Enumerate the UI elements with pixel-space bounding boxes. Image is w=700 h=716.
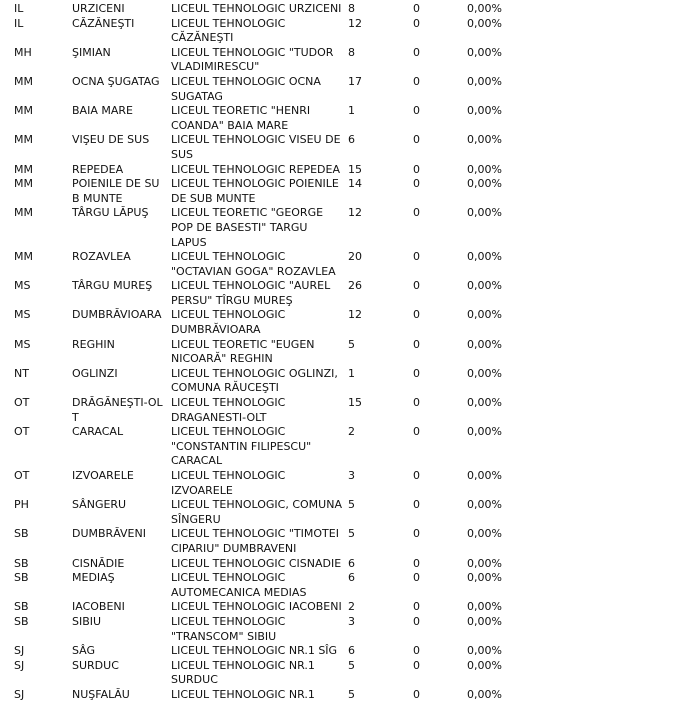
table-row — [0, 17, 700, 46]
town-cell: CARACAL — [72, 425, 124, 439]
percent-cell: 0,00% — [467, 469, 502, 482]
count-cell: 3 — [348, 614, 355, 628]
percent-cell: 0,00% — [467, 74, 502, 88]
town-cell: REPEDEA — [72, 162, 124, 176]
zero-cell: 0 — [413, 527, 420, 541]
zero-cell: 0 — [413, 250, 420, 264]
percent-cell: 0,00% — [467, 498, 502, 512]
school-cell: LICEUL TEHNOLOGIC, COMUNA SÎNGERU — [171, 498, 342, 526]
table-row — [0, 615, 700, 644]
school-cell: LICEUL TEHNOLOGIC DUMBRĂVIOARA — [171, 308, 286, 337]
town-cell: IACOBENI — [72, 600, 125, 614]
school-cell: LICEUL TEHNOLOGIC "CONSTANTIN FILIPESCU" CARACAL — [171, 425, 312, 468]
town-cell: IZVOARELE — [72, 469, 134, 482]
count-cell: 1 — [348, 366, 355, 380]
count-cell: 15 — [348, 162, 362, 176]
count-cell: 5 — [348, 527, 355, 541]
county-cell: SJ — [14, 687, 25, 701]
zero-cell: 0 — [413, 206, 420, 220]
percent-cell: 0,00% — [467, 425, 502, 439]
town-cell: URZICENI — [72, 2, 125, 15]
table-row — [0, 600, 700, 615]
count-cell: 20 — [348, 250, 362, 264]
school-cell: LICEUL TEHNOLOGIC POIENILE DE SUB MUNTE — [171, 177, 339, 205]
school-cell: LICEUL TEHNOLOGIC VISEU DE SUS — [171, 133, 341, 161]
town-cell: MEDIAŞ — [72, 571, 115, 585]
percent-cell: 0,00% — [467, 16, 502, 30]
county-cell: SB — [14, 556, 29, 570]
school-cell: LICEUL TEHNOLOGIC IACOBENI — [171, 600, 342, 614]
town-cell: OGLINZI — [72, 366, 118, 380]
count-cell: 8 — [348, 45, 355, 59]
school-cell: LICEUL TEORETIC "GEORGE POP DE BASESTI" TARGU LAPUS — [171, 206, 324, 249]
table-row — [0, 250, 700, 279]
town-cell: ŞIMIAN — [72, 45, 111, 59]
count-cell: 2 — [348, 425, 355, 439]
town-cell: CISNĂDIE — [72, 556, 125, 570]
town-cell: VIŞEU DE SUS — [72, 133, 150, 147]
county-cell: MM — [14, 206, 33, 220]
percent-cell: 0,00% — [467, 337, 502, 351]
town-cell: SIBIU — [72, 614, 102, 628]
zero-cell: 0 — [413, 104, 420, 118]
table-row — [0, 133, 700, 162]
zero-cell: 0 — [413, 658, 420, 672]
percent-cell: 0,00% — [467, 396, 502, 410]
town-cell: TÂRGU MUREŞ — [72, 279, 153, 293]
zero-cell: 0 — [413, 600, 420, 614]
table-row — [0, 177, 700, 206]
town-cell: TÂRGU LĂPUŞ — [72, 206, 149, 220]
county-cell: IL — [14, 2, 24, 15]
school-cell: LICEUL TEHNOLOGIC NR.1 — [171, 687, 315, 701]
school-cell: LICEUL TEHNOLOGIC "AUREL PERSU" TÎRGU MUREŞ — [171, 279, 331, 307]
town-cell: SURDUC — [72, 658, 119, 672]
school-cell: LICEUL TEHNOLOGIC AUTOMECANICA MEDIAS — [171, 571, 307, 599]
zero-cell: 0 — [413, 177, 420, 191]
table-row — [0, 659, 700, 688]
percent-cell: 0,00% — [467, 308, 502, 322]
count-cell: 14 — [348, 177, 362, 191]
count-cell: 5 — [348, 498, 355, 512]
school-cell: LICEUL TEHNOLOGIC IZVOARELE — [171, 469, 286, 497]
zero-cell: 0 — [413, 162, 420, 176]
county-cell: PH — [14, 498, 29, 512]
count-cell: 2 — [348, 600, 355, 614]
school-cell: LICEUL TEHNOLOGIC "TRANSCOM" SIBIU — [171, 614, 286, 643]
count-cell: 17 — [348, 74, 362, 88]
count-cell: 5 — [348, 658, 355, 672]
county-cell: MM — [14, 74, 33, 88]
school-cell: LICEUL TEHNOLOGIC NR.1 SÎG — [171, 644, 338, 658]
county-cell: SB — [14, 600, 29, 614]
town-cell: DUMBRĂVENI — [72, 527, 146, 541]
zero-cell: 0 — [413, 571, 420, 585]
zero-cell: 0 — [413, 308, 420, 322]
zero-cell: 0 — [413, 687, 420, 701]
zero-cell: 0 — [413, 425, 420, 439]
table-row — [0, 498, 700, 527]
school-cell: LICEUL TEHNOLOGIC URZICENI — [171, 2, 342, 15]
zero-cell: 0 — [413, 16, 420, 30]
count-cell: 3 — [348, 469, 355, 482]
zero-cell: 0 — [413, 644, 420, 658]
school-cell: LICEUL TEHNOLOGIC CISNADIE — [171, 556, 342, 570]
town-cell: SÂNGERU — [72, 498, 127, 512]
percent-cell: 0,00% — [467, 614, 502, 628]
percent-cell: 0,00% — [467, 556, 502, 570]
percent-cell: 0,00% — [467, 600, 502, 614]
percent-cell: 0,00% — [467, 104, 502, 118]
zero-cell: 0 — [413, 133, 420, 147]
zero-cell: 0 — [413, 45, 420, 59]
school-cell: LICEUL TEHNOLOGIC NR.1 SURDUC — [171, 658, 315, 687]
table-row — [0, 279, 700, 308]
count-cell: 12 — [348, 206, 362, 220]
percent-cell: 0,00% — [467, 644, 502, 658]
county-cell: MM — [14, 104, 33, 118]
school-cell: LICEUL TEORETIC "HENRI COANDA" BAIA MARE — [171, 104, 311, 132]
table-row — [0, 338, 700, 367]
county-cell: OT — [14, 469, 30, 482]
zero-cell: 0 — [413, 337, 420, 351]
county-cell: MS — [14, 308, 31, 322]
table-row — [0, 469, 700, 498]
zero-cell: 0 — [413, 556, 420, 570]
percent-cell: 0,00% — [467, 571, 502, 585]
count-cell: 1 — [348, 104, 355, 118]
school-cell: LICEUL TEHNOLOGIC "TUDOR VLADIMIRESCU" — [171, 45, 334, 74]
town-cell: SÂG — [72, 644, 96, 658]
table-row — [0, 75, 700, 104]
county-cell: MS — [14, 337, 31, 351]
count-cell: 6 — [348, 644, 355, 658]
county-cell: SB — [14, 571, 29, 585]
count-cell: 15 — [348, 396, 362, 410]
town-cell: POIENILE DE SUB MUNTE — [72, 177, 160, 205]
table-row — [0, 644, 700, 659]
percent-cell: 0,00% — [467, 687, 502, 701]
table-row — [0, 557, 700, 572]
count-cell: 6 — [348, 133, 355, 147]
count-cell: 6 — [348, 571, 355, 585]
county-cell: SB — [14, 527, 29, 541]
data-table — [0, 2, 700, 703]
percent-cell: 0,00% — [467, 133, 502, 147]
percent-cell: 0,00% — [467, 162, 502, 176]
table-row — [0, 104, 700, 133]
town-cell: OCNA ŞUGATAG — [72, 74, 160, 88]
percent-cell: 0,00% — [467, 2, 502, 15]
table-row — [0, 367, 700, 396]
county-cell: OT — [14, 425, 30, 439]
table-row — [0, 308, 700, 337]
school-cell: LICEUL TEHNOLOGIC CĂZĂNEŞTI — [171, 16, 286, 45]
table-row — [0, 163, 700, 178]
zero-cell: 0 — [413, 614, 420, 628]
percent-cell: 0,00% — [467, 250, 502, 264]
table-row — [0, 396, 700, 425]
count-cell: 5 — [348, 687, 355, 701]
county-cell: SB — [14, 614, 29, 628]
county-cell: MM — [14, 162, 33, 176]
county-cell: MS — [14, 279, 31, 293]
county-cell: SJ — [14, 644, 25, 658]
county-cell: MM — [14, 177, 33, 191]
county-cell: IL — [14, 16, 24, 30]
zero-cell: 0 — [413, 2, 420, 15]
school-cell: LICEUL TEHNOLOGIC "OCTAVIAN GOGA" ROZAVLEA — [171, 250, 336, 278]
zero-cell: 0 — [413, 396, 420, 410]
percent-cell: 0,00% — [467, 527, 502, 541]
table-row — [0, 425, 700, 469]
percent-cell: 0,00% — [467, 279, 502, 293]
percent-cell: 0,00% — [467, 658, 502, 672]
county-cell: NT — [14, 366, 29, 380]
town-cell: BAIA MARE — [72, 104, 133, 118]
school-cell: LICEUL TEHNOLOGIC OCNA SUGATAG — [171, 74, 321, 103]
percent-cell: 0,00% — [467, 366, 502, 380]
zero-cell: 0 — [413, 366, 420, 380]
table-row — [0, 46, 700, 75]
county-cell: SJ — [14, 658, 25, 672]
zero-cell: 0 — [413, 74, 420, 88]
county-cell: MM — [14, 250, 33, 264]
county-cell: MM — [14, 133, 33, 147]
school-cell: LICEUL TEHNOLOGIC OGLINZI, COMUNA RĂUCEŞTI — [171, 366, 338, 395]
town-cell: CĂZĂNEŞTI — [72, 16, 135, 30]
table-row — [0, 527, 700, 556]
county-cell: MH — [14, 45, 32, 59]
town-cell: REGHIN — [72, 337, 115, 351]
town-cell: DUMBRĂVIOARA — [72, 308, 162, 322]
county-cell: OT — [14, 396, 30, 410]
table-row — [0, 571, 700, 600]
zero-cell: 0 — [413, 469, 420, 482]
zero-cell: 0 — [413, 279, 420, 293]
zero-cell: 0 — [413, 498, 420, 512]
school-cell: LICEUL TEHNOLOGIC REPEDEA — [171, 162, 340, 176]
town-cell: NUŞFALĂU — [72, 687, 130, 701]
school-cell: LICEUL TEORETIC "EUGEN NICOARĂ" REGHIN — [171, 337, 315, 366]
count-cell: 26 — [348, 279, 362, 293]
town-cell: DRĂGĂNEŞTI-OLT — [72, 396, 163, 424]
table-row — [0, 688, 700, 703]
count-cell: 8 — [348, 2, 355, 15]
count-cell: 12 — [348, 308, 362, 322]
percent-cell: 0,00% — [467, 45, 502, 59]
school-cell: LICEUL TEHNOLOGIC "TIMOTEI CIPARIU" DUMBRAVENI — [171, 527, 339, 555]
count-cell: 6 — [348, 556, 355, 570]
count-cell: 12 — [348, 16, 362, 30]
percent-cell: 0,00% — [467, 206, 502, 220]
school-cell: LICEUL TEHNOLOGIC DRAGANESTI-OLT — [171, 396, 286, 424]
town-cell: ROZAVLEA — [72, 250, 131, 264]
table-row — [0, 206, 700, 250]
table-row — [0, 2, 700, 17]
count-cell: 5 — [348, 337, 355, 351]
percent-cell: 0,00% — [467, 177, 502, 191]
